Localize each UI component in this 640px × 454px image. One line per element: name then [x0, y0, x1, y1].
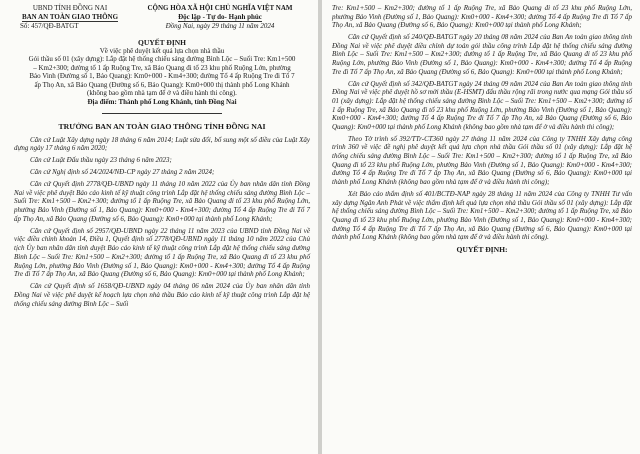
document-title: QUYẾT ĐỊNH [138, 37, 186, 47]
agency-name: BAN AN TOÀN GIAO THÔNG [21, 12, 119, 21]
page-left [0, 0, 318, 454]
separator-line [102, 113, 222, 114]
legal-basis-paragraph: Căn cứ Nghị định số 24/2024/NĐ-CP ngày 27 tháng 2 năm 2024; [30, 168, 215, 177]
package-description: Gói thầu số 01 (xây dựng): Lắp đặt hệ thống chiếu sáng đường Bình Lộc – Suối Tre: Km1+500 – Km2+300; đường tổ 1 ấp Ruộng Tre, xã Bảo Quang đi tổ 23 khu phố Ruộng Lớn, phường Bảo Vinh (Đường số 1, Bảo Quang): Km0+000 - Km4+300; đường Tổ 4 ấp Ruộng Tre đi Tổ 7 ấp Thọ An, xã Bảo Quang (Đường số 6, Bảo Quang): Km0+000 thị thành phố Long Khánh (không bao gồm nhà tạm để ở và điều hành thi công). [28, 55, 296, 98]
location: Địa điểm: Thành phố Long Khánh, tỉnh Đồng Nai [87, 98, 237, 107]
document-header [14, 4, 310, 31]
authority-heading: TRƯỞNG BAN AN TOÀN GIAO THÔNG TỈNH ĐỒNG NAI [58, 121, 266, 131]
place-date: Đồng Nai, ngày 29 tháng 11 năm 2024 [165, 22, 275, 30]
country-name: CỘNG HÒA XÃ HỘI CHỦ NGHĨA VIỆT NAM [147, 4, 293, 12]
decision-heading: QUYẾT ĐỊNH: [456, 245, 508, 254]
subject-line: Về việc phê duyệt kết quả lựa chọn nhà thầu [99, 46, 225, 55]
legal-basis-paragraph: Căn cứ Quyết định số 240/QĐ-BATGT ngày 20 tháng 08 năm 2024 của Ban An toàn giao thông tỉnh Đồng Nai về việc phê duyệt điều chỉnh dự toán gói thầu công trình Lắp đặt hệ thống chiếu sáng đường Bình Lộc – Suối Tre: Km1+500 – Km2+300; đường tổ 1 ấp Ruộng Tre, xã Bảo Quang đi tổ 23 khu phố Ruộng Lớn, phường Bảo Vinh (Đường số 1, Bảo Quang): Km0+000 - Km4+300; đường Tổ 4 ấp Ruộng Tre đi Tổ 7 ấp Thọ An, xã Bảo Quang (Đường số 6, Bảo Quang): Km0+000 tại thành phố Long Khánh; [332, 33, 632, 76]
page-right [322, 0, 640, 454]
legal-basis-paragraph: Căn cứ Luật Xây dựng ngày 18 tháng 6 năm 2014; Luật sửa đổi, bổ sung một số điều của Luật Xây dựng ngày 17 tháng 6 năm 2020; [14, 135, 310, 153]
agency-parent: UBND TỈNH ĐỒNG NAI [32, 4, 108, 12]
motto: Độc lập - Tự do- Hạnh phúc [178, 12, 262, 21]
issuing-agency-block [14, 4, 126, 31]
legal-basis-paragraph: Theo Tờ trình số 392/TTr-CT360 ngày 27 tháng 11 năm 2024 của Công ty TNHH Xây dựng công trình 360 về việc đề nghị phê duyệt kết quả lựa chọn nhà thầu Gói thầu số 01 (xây dựng): Lắp đặt hệ thống chiếu sáng đường Bình Lộc – Suối Tre: Km1+500 – Km2+300; đường tổ 1 ấp Ruộng Tre, xã Bảo Quang đi tổ 23 khu phố Ruộng Lớn, phường Bảo Vinh (Đường số 1, Bảo Quang): Km0+000 - Km4+300; đường Tổ 4 ấp Ruộng Tre đi Tổ 7 ấp Thọ An, xã Bảo Quang (Đường số 6, Bảo Quang): Km0+000 tại thành phố Long Khánh (không bao gồm nhà tạm để ở và điều hành thi công); [332, 134, 632, 187]
legal-basis-paragraph: Căn cứ Luật Đấu thầu ngày 23 tháng 6 năm 2023; [30, 156, 172, 165]
legal-basis-paragraph: Căn cứ Quyết định số 342/QĐ-BATGT ngày 24 tháng 09 năm 2024 của Ban An toàn giao thông tỉnh Đồng Nai về việc phê duyệt hồ sơ mời thầu (E-HSMT) đấu thầu rộng rãi trong nước qua mạng Gói thầu số 01 (xây dựng): Lắp đặt hệ thống chiếu sáng đường Bình Lộc – Suối Tre: Km1+500 – Km2+300; đường tổ 1 ấp Ruộng Tre, xã Bảo Quang đi tổ 23 khu phố Ruộng Lớn, phường Bảo Vinh (Đường số 1, Bảo Quang): Km0+000 - Km4+300; đường Tổ 4 ấp Ruộng Tre đi Tổ 7 ấp Thọ An, xã Bảo Quang (Đường số 6, Bảo Quang): Km0+000 tại thành phố Long Khánh (không bao gồm nhà tạm để ở và điều hành thi công); [332, 79, 632, 131]
doc-number: Số: 457/QĐ-BATGT [20, 22, 79, 30]
legal-basis-paragraph: Căn cứ Quyết định số 2957/QĐ-UBND ngày 22 tháng 11 năm 2023 của UBND tỉnh Đồng Nai về việc điều chỉnh khoản 14, Điều 1, Quyết định số 2778/QĐ-UBND ngày 11 tháng 10 năm 2022 của Chủ tịch Ủy ban nhân dân tỉnh duyệt Báo cáo kinh tế kỹ thuật công trình Lắp đặt hệ thống chiếu sáng đường Bình Lộc – Suối Tre: Km1+500 – Km2+300; đường tổ 1 ấp Ruộng Tre, xã Bảo Quang đi tổ 23 khu phố Ruộng Lớn, phường Bảo Vinh (Đường số 1, Bảo Quang): Km0+000 - Km4+300; đường Tổ 4 ấp Ruộng Tre đi Tổ 7 ấp Thọ An, xã Bảo Quang (Đường số 6, Bảo Quang): Km0+000 tại thành phố Long Khánh; [14, 226, 310, 279]
legal-basis-paragraph: Căn cứ Quyết định số 1658/QĐ-UBND ngày 04 tháng 06 năm 2024 của Ủy ban nhân dân tỉnh Đồng Nai về việc phê duyệt kế hoạch lựa chọn nhà thầu Báo cáo kinh tế kỹ thuật công trình Lắp đặt hệ thống chiếu sáng đường Bình Lộc – Suối [14, 282, 310, 308]
legal-basis-paragraph: Căn cứ Quyết định 2778/QĐ-UBND ngày 11 tháng 10 năm 2022 của Ủy ban nhân dân tỉnh Đồng Nai về việc phê duyệt Báo cáo kinh tế kỹ thuật công trình Lắp đặt hệ thống chiếu sáng đường Bình Lộc – Suối Tre: Km1+500 – Km2+300; đường tổ 1 ấp Ruộng Tre, xã Bảo Quang đi tổ 23 khu phố Ruộng Lớn, phường Bảo Vinh (Đường số 1, Bảo Quang): Km0+000 - Km4+300; đường Tổ 4 ấp Ruộng Tre đi Tổ 7 ấp Thọ An, xã Bảo Quang (Đường số 6, Bảo Quang): Km0+000 tại thành phố Long Khánh; [14, 180, 310, 223]
legal-basis-paragraph: Xét Báo cáo thẩm định số 401/BCTĐ-NAP ngày 28 tháng 11 năm 2024 của Công ty TNHH Tư vấn xây dựng Ngân Anh Phát về việc thẩm định kết quả lựa chọn nhà thầu Gói thầu số 01 (xây dựng): Lắp đặt hệ thống chiếu sáng đường Bình Lộc – Suối Tre: Km1+500 – Km2+300; đường tổ 1 ấp Ruộng Tre, xã Bảo Quang đi tổ 23 khu phố Ruộng Lớn, phường Bảo Vinh (Đường số 1, Bảo Quang): Km0+000 - Km4+300; đường Tổ 4 ấp Ruộng Tre đi Tổ 7 ấp Thọ An, xã Bảo Quang (Đường số 6, Bảo Quang): Km0+000 tại thành phố Long Khánh (không bao gồm nhà tạm để ở và điều hành thi công). [332, 189, 632, 242]
legal-basis-paragraph: Tre: Km1+500 – Km2+300; đường tổ 1 ấp Ruộng Tre, xã Bảo Quang đi tổ 23 khu phố Ruộng Lớn, phường Bảo Vinh (Đường số 1, Bảo Quang): Km0+000 - Km4+300; đường Tổ 4 ấp Ruộng Tre đi Tổ 7 ấp Thọ An, xã Bảo Quang (Đường số 6, Bảo Quang): Km0+000 tại thành phố Long Khánh; [332, 4, 632, 30]
national-heading-block [130, 4, 310, 31]
